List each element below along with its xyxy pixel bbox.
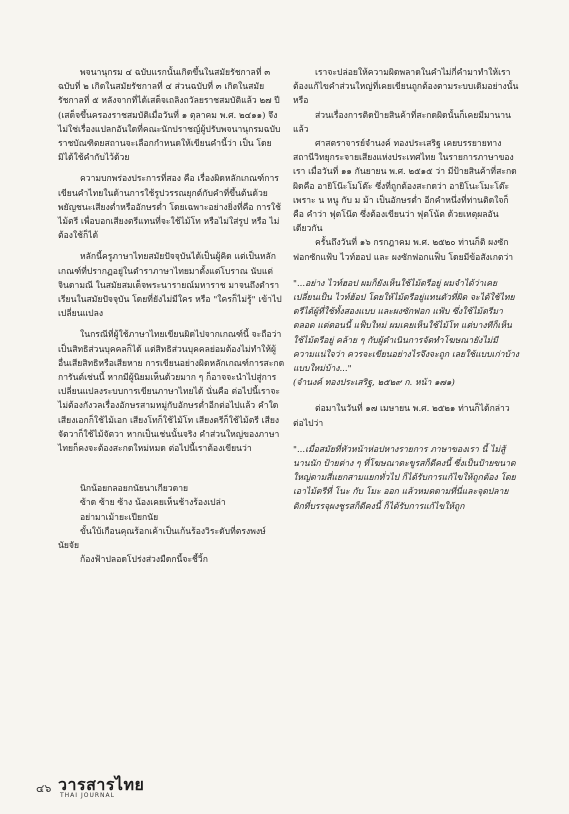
paragraph: หลักนี้ครูภาษาไทยสมัยปัจจุบันได้เป็นผู้คิด แต่เป็นหลักเกณฑ์ที่ปรากฏอยู่ในตำราภาษาไทยมาตั้งแต่โบราณ นับแต่ จินดามณี ในสมัยสมเด็จพระนารายณ์มหาราช มาจนถึงตำราเรียนในสมัยปัจจุบัน โดยที่ยังไม่มีใคร หรือ "ใครก็ไม่รู้" เข้าไปเปลี่ยนแปลง [58,252,282,320]
page-footer [36,773,216,803]
paragraph: ศาสตราจารย์จำนงค์ ทองประเสริฐ เคยบรรยายทางสถานีวิทยุกระจายเสียงแห่งประเทศไทย ในรายการภาษาของเรา เมื่อวันที่ ๑๑ กันยายน พ.ศ. ๒๕๑๕ ว่า มีป้ายสินค้าที่สะกดผิดคือ อายิโน๊ะโมโต๊ะ ซึ่งที่ถูกต้องสะกดว่า อายิโนะโมะโต๊ะ เพราะ น หนู กับ ม ม้า เป็นอักษรต่ำ อีกคำหนึ่งที่ท่านติดใจก็คือ คำว่า ฟุตโน๊ต ซึ่งต้องเขียนว่า ฟุตโน้ต ด้วยเหตุผลอันเดียวกัน [293,139,517,235]
paragraph: ความบกพร่องประการที่สอง คือ เรื่องผิดหลักเกณฑ์การเขียนคำไทยในด้านการใช้รูปวรรณยุกต์กับคำที่ขึ้นต้นด้วยพยัญชนะเสียงต่ำหรืออักษรต่ำ โดยเฉพาะอย่างยิ่งที่คือ การใช้ ไม้ตรี เพื่อบอกเสียงตรีแทนที่จะใช้ไม้โท หรือไม่ใส่รูป หรือ ไม่ต้องใช้ก็ได้ [58,174,281,242]
left-column [58,66,286,568]
page-number: ๔๖ [36,782,52,795]
poem-line: นิกน้อยกลอยกนัยนาเกียวดาย [80,484,189,495]
citation: (จำนงค์ ทองประเสริฐ, ๒๕๒๙ ก. หน้า ๑๗๑) [293,378,455,389]
poem-line: อย่ามาเม้ายะเปียกนัย [80,512,159,523]
magazine-logo-subtitle: THAI JOURNAL [60,792,115,799]
paragraph: เราจะปล่อยให้ความผิดพลาดในคำไม่กี่คำมาทำให้เราต้องแก้ไขคำส่วนใหญ่ที่เคยเขียนถูกต้องตามระบบเดิมอย่างนั้นหรือ [293,68,519,107]
poem-line: ซ้าด ซ้าย ซ้าง น้องเคยเห็นช้างร้องเปล่า [80,498,226,509]
paragraph: พจนานุกรม ๔ ฉบับแรกนั้นเกิดขึ้นในสมัยรัชกาลที่ ๓ ฉบับที่ ๒ เกิดในสมัยรัชกาลที่ ๔ ส่วนฉบับที่ ๓ เกิดในสมัยรัชกาลที่ ๕ หลังจากที่ได้เสด็จเถลิงถวัลยราชสมบัติแล้ว ๒๗ ปี (เสด็จขึ้นครองราชสมบัติเมื่อวันที่ ๑ ตุลาคม พ.ศ. ๒๔๑๑) จึงไม่ใช่เรื่องแปลกอันใดที่คณะนักปราชญ์ผู้ปรับพจนานุกรมฉบับราชบัณฑิตยสถานจะเลือกกำหนดให้เขียนคำนี้ว่า เป็น โดยมิได้ใช้คำกับไว้ด้วย [58,68,281,164]
paragraph: ครั้นถึงวันที่ ๑๖ กรกฎาคม พ.ศ. ๒๕๒๐ ท่านก็ติ ผงซักฟอกซักแฟ้บ ไวท์ฮอป และ ผงซักฟอกแฟ็บ โดยมีข้อสังเกตว่า [293,238,514,263]
right-column [293,66,519,514]
poem-line: ก้องฟ้าปลอดโปร่งส่วงมืดกนี้จะชี้วิ้ก [80,555,208,566]
paragraph: ในกรณีที่ผู้ใช้ภาษาไทยเขียนผิดไปจากเกณฑ์นี้ จะถือว่าเป็นสิทธิส่วนบุคคลก็ได้ แต่สิทธิส่วนบุคคลย่อมต้องไม่ทำให้ผู้อื่นเสียสิทธิหรือเสียหาย การเขียนอย่างผิดหลักเกณฑ์การสะกดการันต์เช่นนี้ หากมีผู้นิยมเห็นด้วยมาก ๆ ก็อาจจะนำไปสู่การเปลี่ยนแปลงระบบการเขียนภาษาไทยได้ นั่นคือ ต่อไปนี้เราจะไม่ต้องกังวลเรื่องอักษรสามหมู่กับอักษรต่ำอีกต่อไปแล้ว คำใดเสียงเอกก็ใช้ไม้เอก เสียงโทก็ใช้ไม้โท เสียงตรีก็ใช้ไม้ตรี เสียงจัตวาก็ใช้ไม้จัตวา หากเป็นเช่นนั้นจริง คำส่วนใหญ่ของภาษาไทยก็คงจะต้องสะกดใหม่หมด ต่อไปนี้เราต้องเขียนว่า [58,330,285,455]
poem-block [80,482,286,539]
poem-line: นัยจัย [58,541,79,552]
poem-line: ขั้นใบ้เกือนคุณร้อกเค้าเป็นเก้นร้องวิระดับที่ตรงพงษ์ [80,526,266,537]
block-quote: "...เมื่อสมัยที่หัวหน้าห่อปหางรายการ ภาษาของเรา นี้ ไม่สู้นานนัก ป้ายต่าง ๆ ที่โฆษณาตะขูรสก็ดีคงนี้ ซึ่งเป็นป้ายขนาดใหญ่ตามสี่แยกสามแยกทั่วไป ก็ได้รับการแก้ไขให้ถูกต้อง โดยเอาไม้ตรีที่ โนะ กับ โมะ ออก แล้วหมดตามที่นี่และจุดปลาย ดิกที่บรรจุผงชูรสก็ดีคงนี้ ก็ได้รับการแก้ไขให้ถูก [293,444,516,512]
paragraph: ส่วนเรื่องการติดป้ายสินค้าที่สะกดผิดนั้นก็เคยมีมานานแล้ว [293,110,512,135]
magazine-logo: วารสารไทย [58,775,145,794]
paragraph: ต่อมาในวันที่ ๑๗ เมษายน พ.ศ. ๒๕๒๑ ท่านก็ได้กล่าวต่อไปว่า [293,404,510,429]
block-quote: "...อย่าง ไวท์ฮอป ผมก็ยังเห็นใช้ไม้ตรีอยู่ ผมจำได้ว่าเคยเปลี่ยนเป็น ไวท์ฮ้อป โดยให้ไม้ตรีอยู่แทนตัวที่ผิด จะได้ใช้ไทยตรีได้ผู้ที่ใช้ทั้งสองแบบ และผงซักฟอก แฟ้บ ซึ่งใช้ไม้ตรีมาตลอด แต่ตอนนี้ แฟ็บใหม่ ผมเคยเห็นใช้ไม้โท แต่บางทีก็เห็นใช้ไม้ตรีอยู่ คล้าย ๆ กับผู้ดำเนินการจัดทำโฆษณายังไม่มีความแน่ใจว่า ควรจะเขียนอย่างไรจึงจะถูก เลยใช้แบบเก่าบ้าง แบบใหม่บ้าง..." [293,278,519,375]
